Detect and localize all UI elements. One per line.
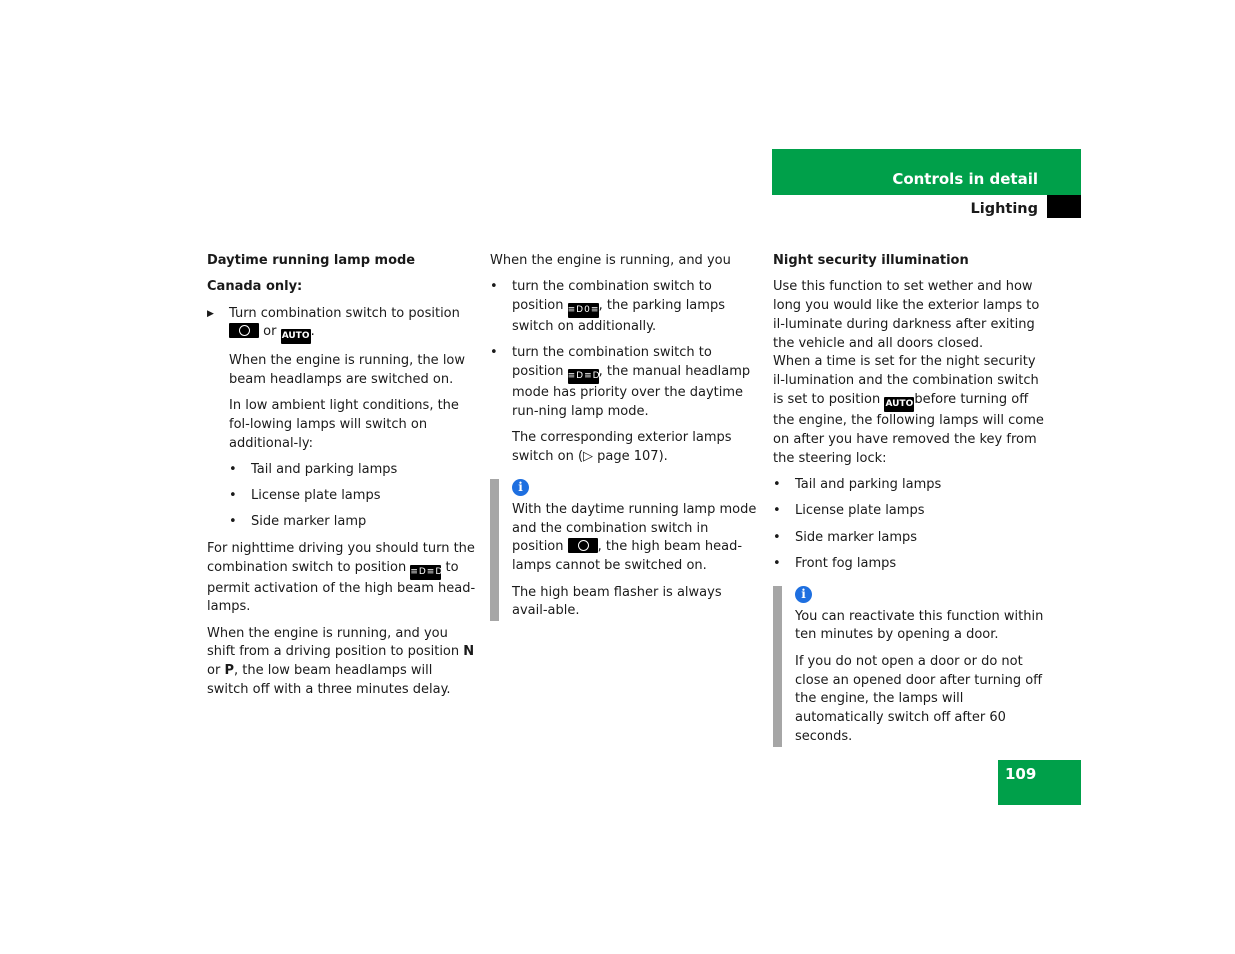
note-bar	[490, 479, 499, 621]
list-item: • Side marker lamp	[207, 513, 477, 532]
subsection-title: Lighting	[970, 201, 1038, 217]
list-item: • Front fog lamps	[773, 555, 1045, 574]
note-text: The high beam flasher is always avail-able.	[512, 584, 722, 619]
page-number-box	[998, 760, 1081, 805]
page-number: 109	[1005, 765, 1037, 783]
page-reference: The corresponding exterior lamps switch on (▷ page 107).	[512, 430, 732, 465]
section-title: Controls in detail	[892, 170, 1038, 188]
paragraph-nighttime: For nighttime driving you should turn the combination switch to position ≡D≡D to permit activation of the high beam head-lamps.	[207, 540, 476, 615]
list-item: • turn the combination switch to position ≡D0≡, the parking lamps switch on additionally.	[490, 278, 760, 337]
auto-symbol: AUTO	[884, 397, 914, 412]
heading-daytime-running-lamp: Daytime running lamp mode	[207, 253, 416, 268]
info-icon: i	[512, 479, 529, 496]
heading-night-security: Night security illumination	[773, 253, 969, 268]
canada-only-label: Canada only:	[207, 279, 303, 295]
low-beam-symbol: ≡D≡D	[568, 369, 599, 384]
switch-position-zero-icon	[568, 538, 598, 553]
paragraph-shift-delay: When the engine is running, and you shift from a driving position to position N or P, the low beam headlamps will switch off with a three minutes delay.	[207, 625, 475, 698]
info-note	[490, 479, 760, 621]
info-icon: i	[795, 586, 812, 603]
low-beam-symbol: ≡D≡D	[410, 565, 441, 580]
list-item: • Tail and parking lamps	[207, 461, 477, 480]
note-text: You can reactivate this function within ten minutes by opening a door.	[795, 608, 1044, 643]
list-item: • License plate lamps	[207, 487, 477, 506]
parking-lamp-symbol: ≡D0≡	[568, 303, 599, 318]
header-marker	[1047, 195, 1081, 218]
paragraph-time-set: When a time is set for the night security il-lumination and the combination switch is set to position AUTObefore turning off the engine, the following lamps will come on after you have removed the key from the steering lock:	[773, 354, 1044, 466]
list-item: • Tail and parking lamps	[773, 476, 1045, 495]
subsection-header	[772, 195, 1047, 218]
column-daytime-running-lamp	[207, 252, 477, 707]
paragraph-use-function: Use this function to set wether and how long you would like the exterior lamps to il-luminate during darkness after exiting the vehicle and all doors closed.	[773, 279, 1040, 351]
paragraph-ambient-light: In low ambient light conditions, the fol-lowing lamps will switch on additional-ly:	[229, 397, 459, 451]
info-note	[773, 586, 1045, 747]
instruction-step: ▶ Turn combination switch to position or AUTO.	[207, 305, 477, 345]
auto-symbol: AUTO	[281, 329, 311, 344]
column-engine-running	[490, 252, 760, 629]
list-item: • Side marker lamps	[773, 529, 1045, 548]
list-item: • License plate lamps	[773, 502, 1045, 521]
list-item: • turn the combination switch to position ≡D≡D, the manual headlamp mode has priority over the daytime run-ning lamp mode.	[490, 344, 760, 421]
column-night-security	[773, 252, 1045, 754]
note-text: If you do not open a door or do not close an opened door after turning off the engine, the lamps will automatically switch off after 60 seconds.	[795, 653, 1043, 744]
intro-engine-running: When the engine is running, and you	[490, 253, 731, 268]
section-header	[772, 149, 1081, 195]
switch-position-zero-icon	[229, 323, 259, 338]
paragraph-low-beam-on: When the engine is running, the low beam headlamps are switched on.	[229, 352, 466, 387]
note-bar	[773, 586, 782, 747]
note-text: With the daytime running lamp mode and the combination switch in position , the high beam head-lamps cannot be switched on.	[512, 501, 757, 574]
